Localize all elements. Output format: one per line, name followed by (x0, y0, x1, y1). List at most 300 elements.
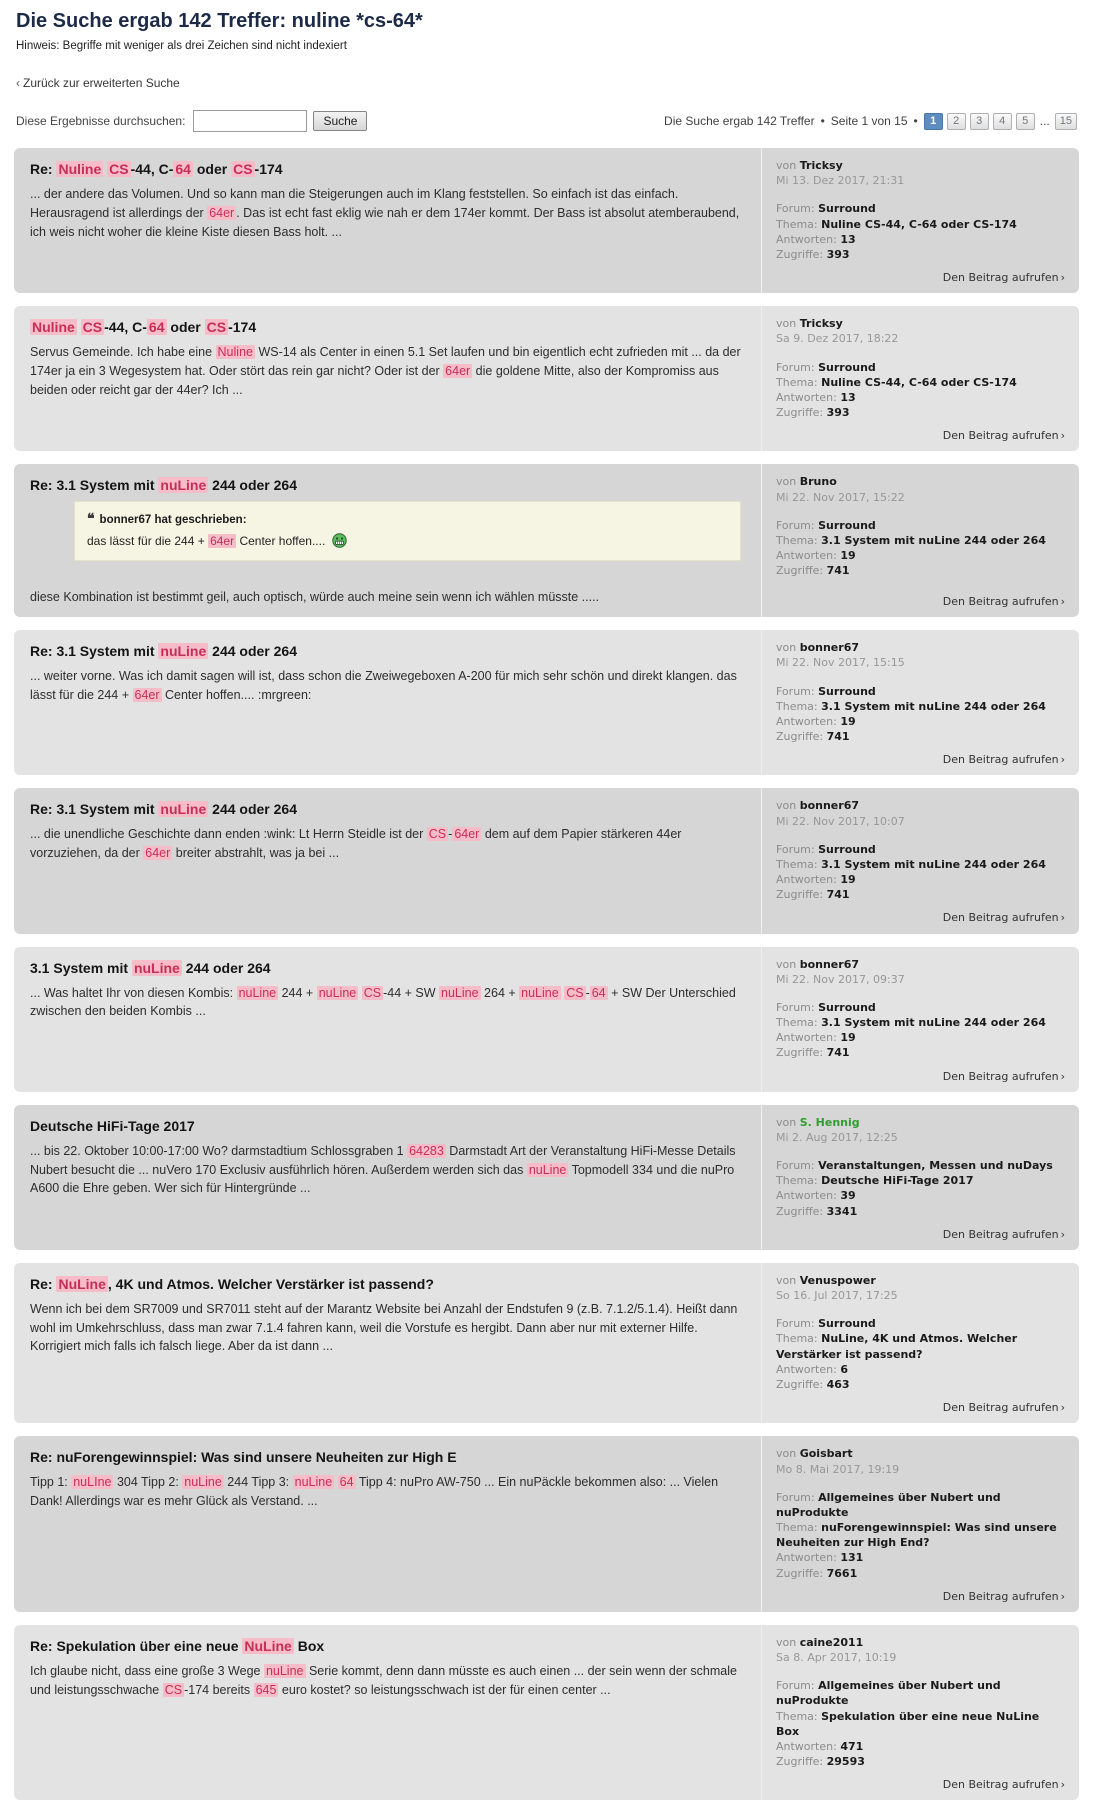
pagination-ellipsis: ... (1039, 114, 1050, 128)
highlighted-term: 64er (210, 534, 235, 549)
post-date: Mi 22. Nov 2017, 10:07 (776, 814, 905, 828)
highlighted-term: nuLine (133, 959, 180, 976)
search-result-row (14, 1105, 1079, 1250)
views-count: 741 (826, 1046, 850, 1060)
forum-label: Forum: (776, 202, 815, 216)
text-segment: Re: Spekulation über eine neue (30, 1637, 243, 1654)
text-segment: -174 bereits (184, 1682, 254, 1697)
highlighted-term: 64er (134, 687, 160, 702)
thema-label: Thema: (776, 1016, 818, 1030)
zugriffe-line (776, 1566, 1065, 1581)
text-segment: oder (192, 161, 232, 177)
antworten-line (776, 872, 1065, 887)
result-snippet (30, 1662, 747, 1700)
forum-link[interactable]: Surround (818, 1317, 876, 1331)
forum-link[interactable]: Surround (818, 518, 876, 532)
zugriffe-line (776, 247, 1065, 262)
antworten-label: Antworten: (776, 1189, 837, 1203)
zugriffe-label: Zugriffe: (776, 406, 824, 420)
search-result-row (14, 630, 1079, 775)
chevron-right-icon: › (1060, 1069, 1065, 1083)
forum-link[interactable]: Veranstaltungen, Messen und nuDays (818, 1159, 1053, 1173)
thema-line (776, 1173, 1065, 1188)
highlighted-term: 64283 (409, 1143, 444, 1158)
zugriffe-label: Zugriffe: (776, 888, 824, 902)
pagination (664, 113, 1077, 130)
highlighted-term: CS (428, 827, 447, 842)
result-meta-panel (761, 148, 1079, 293)
chevron-right-icon: › (1060, 753, 1065, 767)
forum-label: Forum: (776, 360, 815, 374)
highlighted-term: Nuline (217, 345, 253, 360)
highlighted-term: CS (82, 319, 103, 336)
text-segment: ... bis 22. Oktober 10:00-17:00 Wo? darmstadtium Schlossgraben 1 (30, 1143, 408, 1158)
author-line (776, 158, 1065, 173)
highlighted-term: nuLine (265, 1663, 304, 1678)
antworten-line (776, 232, 1065, 247)
open-post-label: Den Beitrag aufrufen (942, 271, 1059, 285)
open-post-link[interactable] (776, 744, 1065, 767)
chevron-right-icon: › (1060, 1227, 1065, 1241)
forum-line (776, 1158, 1065, 1173)
text-segment: ... die unendliche Geschichte dann enden :wink: Lt Herrn Steidle ist der (30, 827, 427, 842)
search-button[interactable]: Suche (313, 111, 367, 131)
result-meta-panel (761, 1436, 1079, 1612)
result-snippet (30, 588, 747, 607)
post-date: Mi 13. Dez 2017, 21:31 (776, 174, 905, 188)
antworten-line (776, 1362, 1065, 1377)
author-link[interactable]: bonner67 (799, 799, 860, 813)
forum-link[interactable]: Surround (818, 360, 876, 374)
forum-line (776, 1490, 1065, 1520)
antworten-line (776, 390, 1065, 405)
antworten-line (776, 1550, 1065, 1565)
zugriffe-label: Zugriffe: (776, 1378, 824, 1391)
topic-link[interactable]: Nuline CS-44, C-64 oder CS-174 (821, 375, 1017, 389)
highlighted-term: 64er (445, 363, 471, 378)
highlighted-term: CS (233, 161, 253, 177)
result-meta-panel (761, 1625, 1079, 1801)
page-button[interactable]: 5 (1016, 113, 1035, 130)
thema-label: Thema: (776, 1521, 818, 1535)
antworten-label: Antworten: (776, 1551, 837, 1565)
topic-link[interactable]: Deutsche HiFi-Tage 2017 (821, 1174, 974, 1188)
von-label: von (776, 799, 797, 813)
highlighted-term: 64er (454, 827, 480, 842)
forum-line (776, 684, 1065, 699)
highlighted-term: Nuline (58, 161, 102, 177)
author-line (776, 474, 1065, 489)
zugriffe-line (776, 1204, 1065, 1219)
text-segment: Darmstadt Art der Veranstaltung HiFi-Messe Details Nubert besucht die ... nuVero 170 Exclusiv ausführlich hören. Außerdem werden sich das (30, 1143, 736, 1177)
highlighted-term: 64 (148, 319, 165, 336)
highlighted-term: 64er (209, 205, 235, 220)
topic-link[interactable]: NuLine, 4K und Atmos. Welcher Verstärker ist passend? (776, 1332, 1018, 1361)
replies-count: 6 (840, 1362, 848, 1376)
chevron-right-icon: › (1060, 1401, 1065, 1415)
text-segment: WS-14 als Center in einen 5.1 Set laufen und bin eigentlich echt zufrieden mit ... da der 174er ja ein 3 Wegesystem hat. Oder stört das rein gar nicht? Oder ist der (30, 345, 741, 378)
zugriffe-line (776, 729, 1065, 744)
thema-line (776, 1015, 1065, 1030)
open-post-label: Den Beitrag aufrufen (942, 1069, 1059, 1083)
author-line (776, 957, 1065, 972)
forum-line (776, 1678, 1065, 1708)
forum-label: Forum: (776, 1000, 815, 1014)
search-result-row (14, 1625, 1079, 1801)
replies-count: 19 (840, 549, 856, 563)
post-date: So 16. Jul 2017, 17:25 (776, 1289, 898, 1303)
text-segment: 244 oder 264 (208, 643, 298, 660)
highlighted-term: nuLine (528, 1162, 567, 1177)
replies-count: 19 (840, 714, 856, 728)
page-number-buttons (924, 113, 1077, 130)
zugriffe-line (776, 563, 1065, 578)
search-result-row (14, 464, 1079, 617)
highlighted-term: 645 (255, 1682, 277, 1697)
forum-line (776, 518, 1065, 533)
text-segment: Re: (30, 161, 57, 177)
zugriffe-label: Zugriffe: (776, 1204, 824, 1218)
thema-line (776, 217, 1065, 232)
thema-line (776, 1520, 1065, 1550)
result-content (14, 1625, 761, 1801)
thema-label: Thema: (776, 217, 818, 231)
quote-author (87, 510, 730, 527)
result-title-link[interactable] (30, 1449, 747, 1465)
result-title-link[interactable] (30, 643, 747, 659)
open-post-label: Den Beitrag aufrufen (942, 1401, 1059, 1415)
result-content (14, 788, 761, 933)
text-segment: die goldene Mitte, also der Kompromiss aus beiden oder reicht gar der 44er? Ich ... (30, 363, 719, 397)
highlighted-term: CS (164, 1682, 183, 1697)
thema-label: Thema: (776, 375, 818, 389)
text-segment: -174 (254, 161, 283, 177)
author-link[interactable]: Goisbart (799, 1447, 853, 1461)
search-area (16, 110, 367, 132)
result-title-link[interactable] (30, 161, 747, 177)
author-link[interactable]: Bruno (799, 475, 837, 489)
antworten-line (776, 1188, 1065, 1203)
topic-link[interactable]: 3.1 System mit nuLine 244 oder 264 (821, 857, 1046, 871)
replies-count: 39 (840, 1189, 856, 1203)
antworten-line (776, 1030, 1065, 1045)
page-button[interactable]: 4 (993, 113, 1012, 130)
result-title-link[interactable] (30, 1118, 747, 1134)
text-segment: Servus Gemeinde. Ich habe eine (30, 345, 216, 360)
topic-link[interactable]: 3.1 System mit nuLine 244 oder 264 (821, 533, 1046, 547)
topic-link[interactable]: 3.1 System mit nuLine 244 oder 264 (821, 699, 1046, 713)
thema-label: Thema: (776, 1174, 818, 1188)
author-link[interactable]: Tricksy (799, 159, 843, 172)
result-meta-panel (761, 1105, 1079, 1250)
topic-link[interactable]: Spekulation über eine neue NuLine Box (776, 1709, 1040, 1738)
antworten-line (776, 714, 1065, 729)
replies-count: 13 (840, 390, 856, 404)
antworten-label: Antworten: (776, 1362, 837, 1376)
search-result-row (14, 947, 1079, 1092)
bullet-separator: • (913, 114, 918, 128)
highlighted-term: nuLine (318, 985, 357, 1000)
search-result-row (14, 306, 1079, 451)
result-content (14, 1105, 761, 1250)
forum-link[interactable]: Allgemeines über Nubert und nuProdukte (776, 1490, 1001, 1519)
bullet-separator: • (820, 114, 825, 128)
results-list (14, 148, 1079, 1800)
open-post-link[interactable] (776, 1219, 1065, 1242)
replies-count: 19 (840, 873, 856, 887)
views-count: 741 (826, 730, 850, 744)
thema-line (776, 857, 1065, 872)
result-snippet (30, 185, 747, 241)
text-segment: Tipp 4: nuPro AW-750 ... Ein nuPäckle bekommen also: ... Vielen Dank! Allerdings war es mehr Glück als Verstand. ... (30, 1475, 719, 1509)
forum-link[interactable]: Surround (818, 1000, 876, 1014)
text-segment: dem auf dem Papier stärkeren 44er vorzuziehen, da der (30, 827, 682, 861)
forum-label: Forum: (776, 842, 815, 856)
text-segment: ... Was haltet Ihr von diesen Kombis: (30, 985, 237, 1000)
author-link[interactable]: bonner67 (799, 641, 860, 655)
quote-author-text: bonner67 hat geschrieben: (99, 514, 247, 527)
quote-block (74, 501, 741, 561)
replies-count: 13 (840, 232, 856, 246)
zugriffe-line (776, 887, 1065, 902)
forum-link[interactable]: Allgemeines über Nubert und nuProdukte (776, 1679, 1001, 1708)
text-segment: Wenn ich bei dem SR7009 und SR7011 steht auf der Marantz Website bei Anzahl der Endstufen 9 (z.B. 7.1.2/5.1.4). Heißt dann wohl im Umkehrschluss, dass man zwar 7.1.4 fahren kann, weil die Vorstufe es hergibt. Dann aber nur mit externer Hilfe. Korrigiert mich falls ich falsch liege. Aber da ist dann ... (30, 1301, 738, 1354)
page-button[interactable]: 15 (1055, 113, 1077, 130)
text-segment: -44, C- (104, 319, 147, 336)
result-content (14, 1436, 761, 1612)
text-segment: . Das ist echt fast eklig wie nah er dem 174er kommt. Der Bass ist absolut atemberaubend, ich weis nicht woher die kleine Kiste diesen Bass holt. ... (30, 205, 740, 239)
zugriffe-line (776, 1045, 1065, 1060)
zugriffe-line (776, 1754, 1065, 1769)
open-post-link[interactable] (776, 1061, 1065, 1084)
open-post-link[interactable] (776, 1581, 1065, 1604)
chevron-right-icon: › (1060, 1589, 1065, 1603)
back-to-advanced-search-link[interactable] (16, 76, 180, 90)
forum-line (776, 201, 1065, 216)
highlighted-term: nuLine (160, 801, 207, 818)
text-segment: Center hoffen.... :mrgreen: (161, 687, 312, 702)
chevron-left-icon: ‹ (16, 76, 20, 90)
author-line (776, 798, 1065, 813)
open-post-link[interactable] (776, 262, 1065, 285)
result-title-link[interactable] (30, 960, 747, 976)
search-input[interactable] (193, 110, 307, 132)
author-link[interactable]: S. Hennig (799, 1115, 860, 1129)
views-count: 463 (826, 1378, 850, 1391)
author-line (776, 316, 1065, 331)
result-content (14, 947, 761, 1092)
search-result-row (14, 1436, 1079, 1612)
zugriffe-label: Zugriffe: (776, 1566, 824, 1580)
text-segment: Topmodell 334 und die nuPro A600 die Ehre geben. Wer sich für Hintergründe ... (30, 1162, 735, 1196)
author-line (776, 1446, 1065, 1461)
text-segment: -44 + SW (383, 985, 440, 1000)
text-segment: Box (293, 1637, 325, 1654)
open-post-link[interactable] (776, 586, 1065, 609)
antworten-label: Antworten: (776, 390, 837, 404)
forum-label: Forum: (776, 1159, 815, 1173)
highlighted-term: CS (566, 985, 584, 1000)
text-segment: -44, C- (130, 161, 174, 177)
highlighted-term: nuLine (160, 643, 207, 660)
von-label: von (776, 957, 797, 971)
page-button[interactable]: 3 (970, 113, 989, 130)
text-segment: Ich glaube nicht, dass eine große 3 Wege (30, 1663, 264, 1678)
thema-line (776, 375, 1065, 390)
page-button[interactable]: 2 (947, 113, 966, 130)
thema-label: Thema: (776, 1709, 818, 1723)
author-link[interactable]: Tricksy (799, 317, 843, 331)
author-link[interactable]: caine2011 (799, 1635, 864, 1649)
thema-line (776, 699, 1065, 714)
text-segment: breiter abstrahlt, was ja bei ... (172, 846, 340, 861)
open-post-label: Den Beitrag aufrufen (942, 911, 1059, 925)
forum-label: Forum: (776, 1490, 815, 1504)
forum-label: Forum: (776, 1317, 815, 1331)
text-segment: 304 Tipp 2: (113, 1475, 183, 1490)
author-line (776, 1635, 1065, 1650)
highlighted-term: 64 (175, 161, 191, 177)
text-segment: Re: 3.1 System mit (30, 477, 159, 494)
views-count: 3341 (826, 1204, 858, 1218)
forum-label: Forum: (776, 518, 815, 532)
mrgreen-smiley-icon (332, 533, 347, 551)
text-segment: 244 Tipp 3: (223, 1475, 293, 1490)
forum-line (776, 842, 1065, 857)
text-segment: Re: 3.1 System mit (30, 801, 159, 818)
replies-count: 471 (840, 1739, 864, 1753)
thema-label: Thema: (776, 857, 818, 871)
views-count: 393 (826, 406, 850, 420)
antworten-line (776, 548, 1065, 563)
text-segment: 244 oder 264 (208, 477, 298, 494)
result-title-link[interactable] (30, 1276, 747, 1292)
antworten-label: Antworten: (776, 873, 837, 887)
result-meta-panel (761, 306, 1079, 451)
open-post-label: Den Beitrag aufrufen (942, 1589, 1059, 1603)
highlighted-term: 64 (339, 1475, 354, 1490)
von-label: von (776, 1635, 797, 1649)
thema-label: Thema: (776, 533, 818, 547)
highlighted-term: CS (109, 161, 129, 177)
text-segment: - (585, 985, 590, 1000)
text-segment: 244 oder 264 (181, 959, 271, 976)
result-snippet (30, 984, 747, 1022)
open-post-label: Den Beitrag aufrufen (942, 594, 1059, 608)
von-label: von (776, 317, 797, 331)
forum-label: Forum: (776, 1679, 815, 1693)
topic-link[interactable]: nuForengewinnspiel: Was sind unsere Neuheiten zur High End? (776, 1521, 1057, 1550)
post-date: Mi 22. Nov 2017, 15:15 (776, 656, 905, 670)
text-segment: Center hoffen.... (236, 534, 329, 549)
open-post-link[interactable] (776, 1392, 1065, 1415)
highlighted-term: NuLine (58, 1275, 106, 1292)
zugriffe-line (776, 405, 1065, 420)
author-link[interactable]: Venuspower (799, 1273, 876, 1287)
topic-link[interactable]: 3.1 System mit nuLine 244 oder 264 (821, 1016, 1046, 1030)
author-line (776, 1273, 1065, 1288)
search-result-row (14, 148, 1079, 293)
highlighted-term: nuLIne (73, 1475, 112, 1490)
replies-count: 19 (840, 1031, 856, 1045)
result-meta-panel (761, 630, 1079, 775)
result-title-link[interactable] (30, 319, 747, 335)
text-segment: Re: 3.1 System mit (30, 643, 159, 660)
antworten-label: Antworten: (776, 714, 837, 728)
author-line (776, 640, 1065, 655)
highlighted-term: CS (363, 985, 382, 1000)
text-segment: Tipp 1: (30, 1475, 72, 1490)
forum-link[interactable]: Surround (818, 684, 876, 698)
open-post-link[interactable] (776, 1769, 1065, 1792)
open-post-label: Den Beitrag aufrufen (942, 1227, 1059, 1241)
result-content (14, 630, 761, 775)
views-count: 393 (826, 247, 850, 261)
antworten-label: Antworten: (776, 1031, 837, 1045)
result-title-link[interactable] (30, 1638, 747, 1654)
replies-count: 131 (840, 1551, 864, 1565)
topic-link[interactable]: Nuline CS-44, C-64 oder CS-174 (821, 217, 1017, 231)
page-button-current[interactable]: 1 (924, 113, 943, 130)
result-content (14, 464, 761, 617)
forum-link[interactable]: Surround (818, 202, 876, 216)
open-post-link[interactable] (776, 420, 1065, 443)
highlighted-term: nuLine (160, 477, 207, 494)
forum-link[interactable]: Surround (818, 842, 876, 856)
open-post-label: Den Beitrag aufrufen (942, 429, 1059, 443)
chevron-right-icon: › (1060, 911, 1065, 925)
post-date: Mo 8. Mai 2017, 19:19 (776, 1462, 900, 1476)
zugriffe-label: Zugriffe: (776, 564, 824, 578)
thema-line (776, 533, 1065, 548)
result-title-link[interactable] (30, 801, 747, 817)
highlighted-term: nuLine (441, 985, 479, 1000)
highlighted-term: 64 (591, 985, 606, 1000)
antworten-label: Antworten: (776, 1739, 837, 1753)
highlighted-term: 64er (145, 846, 171, 861)
chevron-right-icon: › (1060, 271, 1065, 285)
result-content (14, 148, 761, 293)
quote-icon: ❝ (87, 510, 95, 527)
text-segment: -174 (228, 319, 257, 336)
hint-text: Hinweis: Begriffe mit weniger als drei Zeichen sind nicht indexiert (16, 40, 347, 52)
zugriffe-line (776, 1377, 1065, 1392)
von-label: von (776, 1273, 797, 1287)
forum-line (776, 360, 1065, 375)
text-segment: diese Kombination ist bestimmt geil, auch optisch, würde auch meine sein wenn ich wählen müsste ..... (30, 590, 600, 605)
text-segment: 3.1 System mit (30, 959, 132, 976)
forum-label: Forum: (776, 684, 815, 698)
result-snippet (30, 1300, 747, 1356)
text-segment: Re: nuForengewinnspiel: Was sind unsere Neuheiten zur High E (30, 1449, 457, 1466)
page-position: Seite 1 von 15 (830, 114, 908, 128)
author-link[interactable]: bonner67 (799, 957, 860, 971)
result-meta-panel (761, 1263, 1079, 1423)
author-line (776, 1115, 1065, 1130)
text-segment: - (448, 827, 453, 842)
text-segment: Re: (30, 1275, 57, 1292)
highlighted-term: CS (206, 319, 227, 336)
result-meta-panel (761, 464, 1079, 617)
von-label: von (776, 159, 797, 172)
open-post-link[interactable] (776, 902, 1065, 925)
views-count: 741 (826, 564, 850, 578)
result-snippet (30, 825, 747, 863)
result-title-link[interactable] (30, 477, 747, 493)
chevron-right-icon: › (1060, 1778, 1065, 1792)
text-segment: oder (166, 319, 205, 336)
highlighted-term: nuLine (184, 1475, 222, 1490)
